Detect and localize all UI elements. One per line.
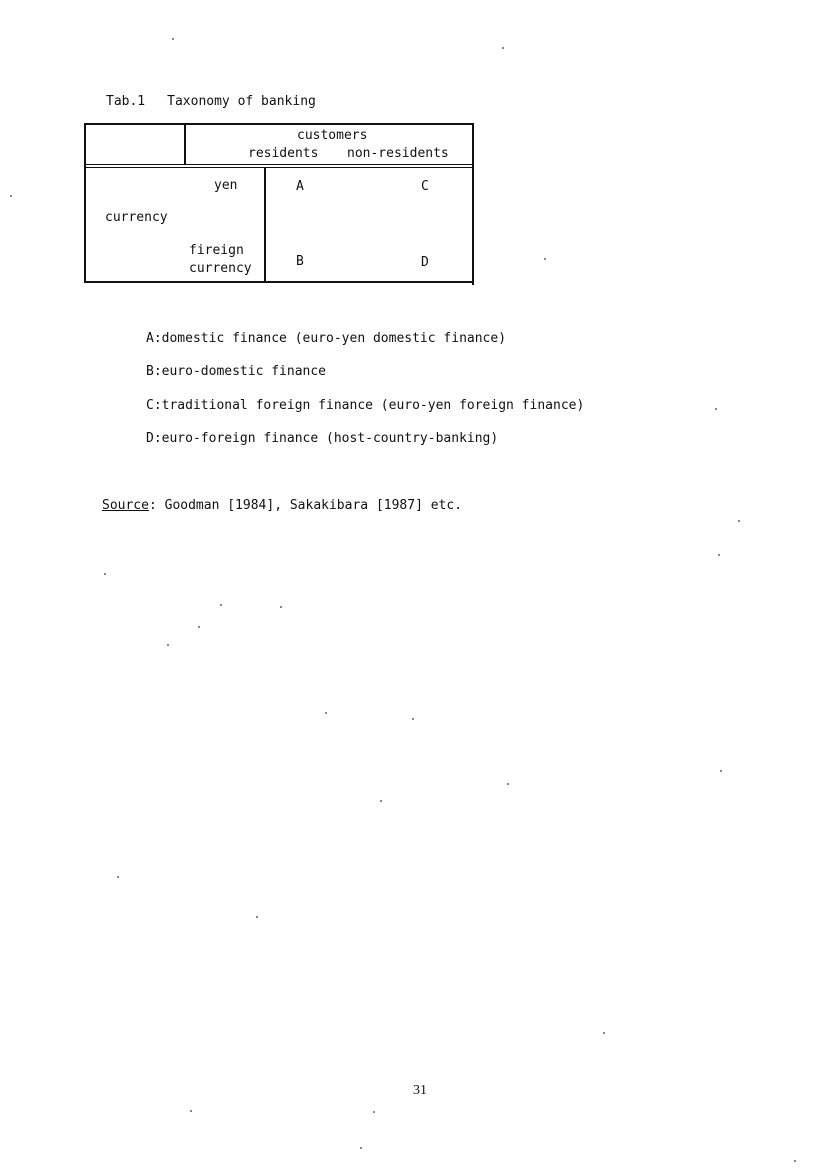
scan-speck xyxy=(718,554,720,556)
row-foreign-1: fireign xyxy=(189,243,244,258)
scan-speck xyxy=(172,38,174,40)
body-divider xyxy=(264,167,266,283)
header-divider xyxy=(184,123,186,165)
scan-speck xyxy=(198,626,200,628)
row-foreign-2: currency xyxy=(189,261,252,276)
scan-speck xyxy=(360,1147,362,1149)
scan-speck xyxy=(794,1160,796,1162)
scan-speck xyxy=(256,916,258,918)
scan-speck xyxy=(10,195,12,197)
header-customers: customers xyxy=(297,128,368,143)
caption-label: Tab.1 xyxy=(106,94,146,109)
cell-d: D xyxy=(421,255,429,270)
scan-speck xyxy=(715,408,717,410)
scan-speck xyxy=(373,1111,375,1113)
header-non-residents: non-residents xyxy=(347,146,449,161)
page-number: 31 xyxy=(413,1083,427,1098)
table-border-top xyxy=(84,123,474,125)
source-text: : Goodman [1984], Sakakibara [1987] etc. xyxy=(148,498,463,513)
source-note xyxy=(102,498,462,513)
table-caption xyxy=(106,94,316,109)
scan-speck xyxy=(325,712,327,714)
table-border-left xyxy=(84,123,86,282)
legend-item-c: C:traditional foreign finance (euro-yen foreign finance) xyxy=(146,398,585,413)
cell-a: A xyxy=(296,179,304,194)
row-yen: yen xyxy=(214,178,238,193)
scan-speck xyxy=(720,770,722,772)
table-border-right xyxy=(472,123,474,285)
scan-speck xyxy=(117,876,119,878)
row-currency: currency xyxy=(105,210,168,225)
scan-speck xyxy=(507,783,509,785)
legend-item-b: B:euro-domestic finance xyxy=(146,364,327,379)
scan-speck xyxy=(104,573,106,575)
cell-b: B xyxy=(296,254,304,269)
scan-speck xyxy=(280,606,282,608)
table-border-bottom xyxy=(84,281,474,283)
scan-speck xyxy=(412,718,414,720)
caption-title: Taxonomy of banking xyxy=(167,94,316,109)
header-residents: residents xyxy=(248,146,319,161)
scan-speck xyxy=(190,1110,192,1112)
scan-speck xyxy=(603,1032,605,1034)
scan-speck xyxy=(380,800,382,802)
legend-item-d: D:euro-foreign finance (host-country-banking) xyxy=(146,431,499,446)
cell-c: C xyxy=(421,179,429,194)
scan-speck xyxy=(502,47,504,49)
header-separator xyxy=(84,164,474,165)
taxonomy-table xyxy=(84,123,474,285)
source-label: Source xyxy=(102,498,149,513)
scan-speck xyxy=(220,604,222,606)
scan-speck xyxy=(167,644,169,646)
header-separator-2 xyxy=(84,167,474,168)
scan-speck xyxy=(738,520,740,522)
legend-item-a: A:domestic finance (euro-yen domestic finance) xyxy=(146,331,507,346)
scan-speck xyxy=(544,258,546,260)
